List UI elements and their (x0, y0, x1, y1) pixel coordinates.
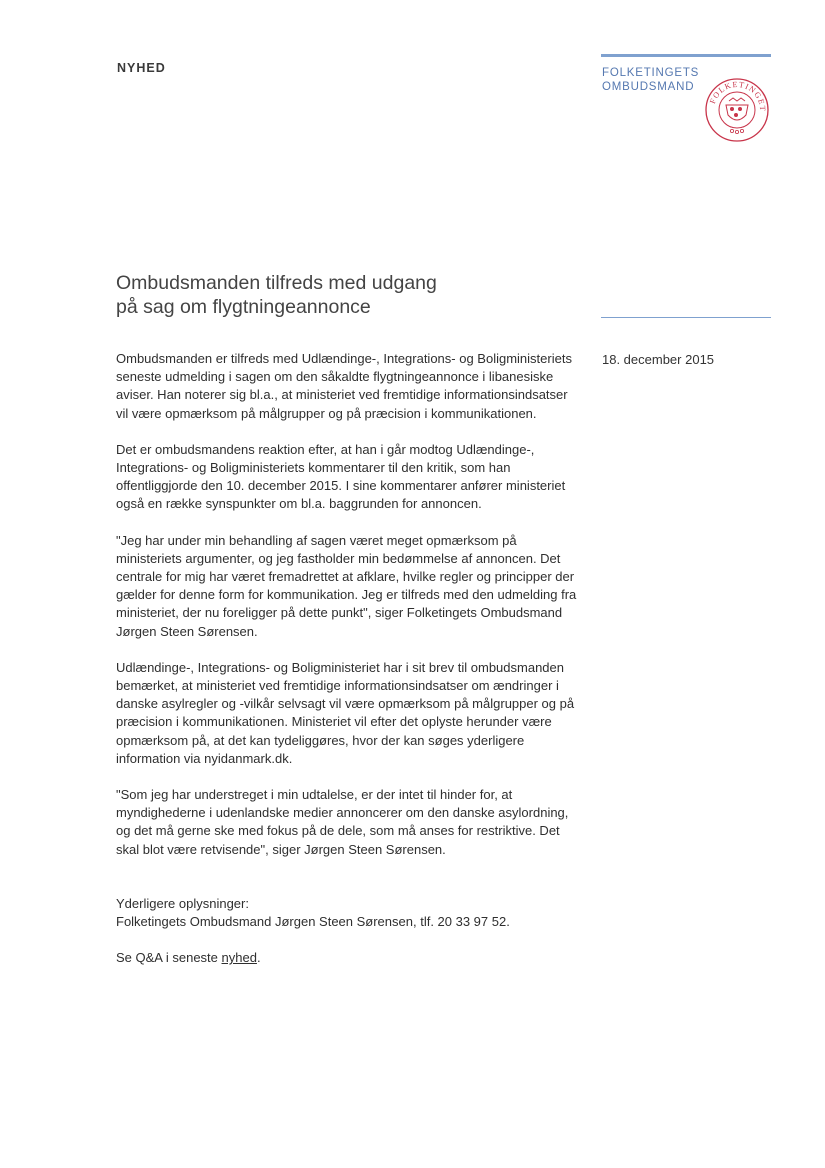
news-link[interactable]: nyhed (221, 950, 257, 966)
article-body (116, 350, 581, 985)
sidebar-rule (601, 317, 771, 318)
paragraph-1: Ombudsmanden er tilfreds med Udlændinge-, Integrations- og Boligministeriets seneste udmelding i sagen om den såkaldte flygtningeannonce i libanesiske aviser. Han noterer sig bl.a., at ministeriet ved fremtidige informationsindsatser vil være opmærksom på målgrupper og på præcision i kommunikationen. (116, 351, 572, 421)
news-label: NYHED (117, 61, 166, 75)
contact-line: Folketingets Ombudsmand Jørgen Steen Sørensen, tlf. 20 33 97 52. (116, 914, 510, 930)
page-title (116, 271, 536, 319)
org-line-1: FOLKETINGETS (602, 67, 700, 79)
paragraph-5: "Som jeg har understreget i min udtalelse, er der intet til hinder for, at myndighederne i udenlandske medier annoncerer om den danske asylordning, og det må gerne ske med fokus på de dele, som må anses for restriktive. Det skal blot være retvisende", siger Jørgen Steen Sørensen. (116, 787, 569, 857)
footer-suffix: . (256, 950, 261, 966)
publication-date: 18. december 2015 (602, 352, 715, 367)
footer-note (116, 949, 581, 967)
paragraph-3: "Jeg har under min behandling af sagen været meget opmærksom på ministeriets argumenter, og jeg fastholder min bedømmelse af annoncen. Det centrale for mig har været fremadrettet at afklare, hvilke regler og principper der gælder for denne form for kommunikation. Jeg er tilfreds med den udmelding fra ministeriet, der nu foreligger på dette punkt", siger Folketingets Ombudsmand Jørgen Steen Sørensen. (116, 532, 577, 639)
header-rule (601, 54, 771, 57)
seal-text: FOLKETINGET (708, 79, 768, 113)
paragraph-4: Udlændinge-, Integrations- og Boligministeriet har i sit brev til ombudsmanden bemærket, at ministeriet ved fremtidige informationsindsatser om ændringer i danske asylregler og -vilkår selvsagt vil være opmærksom på målgrupper og på præcision i kommunikationen. Ministeriet vil efter det oplyste herunder være opmærksom på, at det kan tydeliggøres, hvor der kan søges yderligere information via nyidanmark.dk. (116, 659, 575, 766)
title-line-2: på sag om flygtningeannonce (116, 296, 371, 318)
title-line-1: Ombudsmanden tilfreds med udgang (116, 272, 437, 294)
contact-heading: Yderligere oplysninger: (116, 895, 249, 911)
contact-info (116, 895, 581, 931)
footer-prefix: Se Q&A i seneste (116, 950, 222, 966)
paragraph-2: Det er ombudsmandens reaktion efter, at han i går modtog Udlændinge-, Integrations- og Boligministeriets kommentarer til den kritik, som han offentliggjorde den 10. december 2015. I sine kommentarer anfører ministeriet også en række synspunkter om bl.a. baggrunden for annoncen. (116, 441, 566, 512)
org-line-2: OMBUDSMAND (602, 81, 695, 93)
folketinget-seal-icon (704, 77, 770, 143)
organization-name (602, 66, 712, 94)
svg-text:FOLKETINGET (708, 80, 767, 112)
